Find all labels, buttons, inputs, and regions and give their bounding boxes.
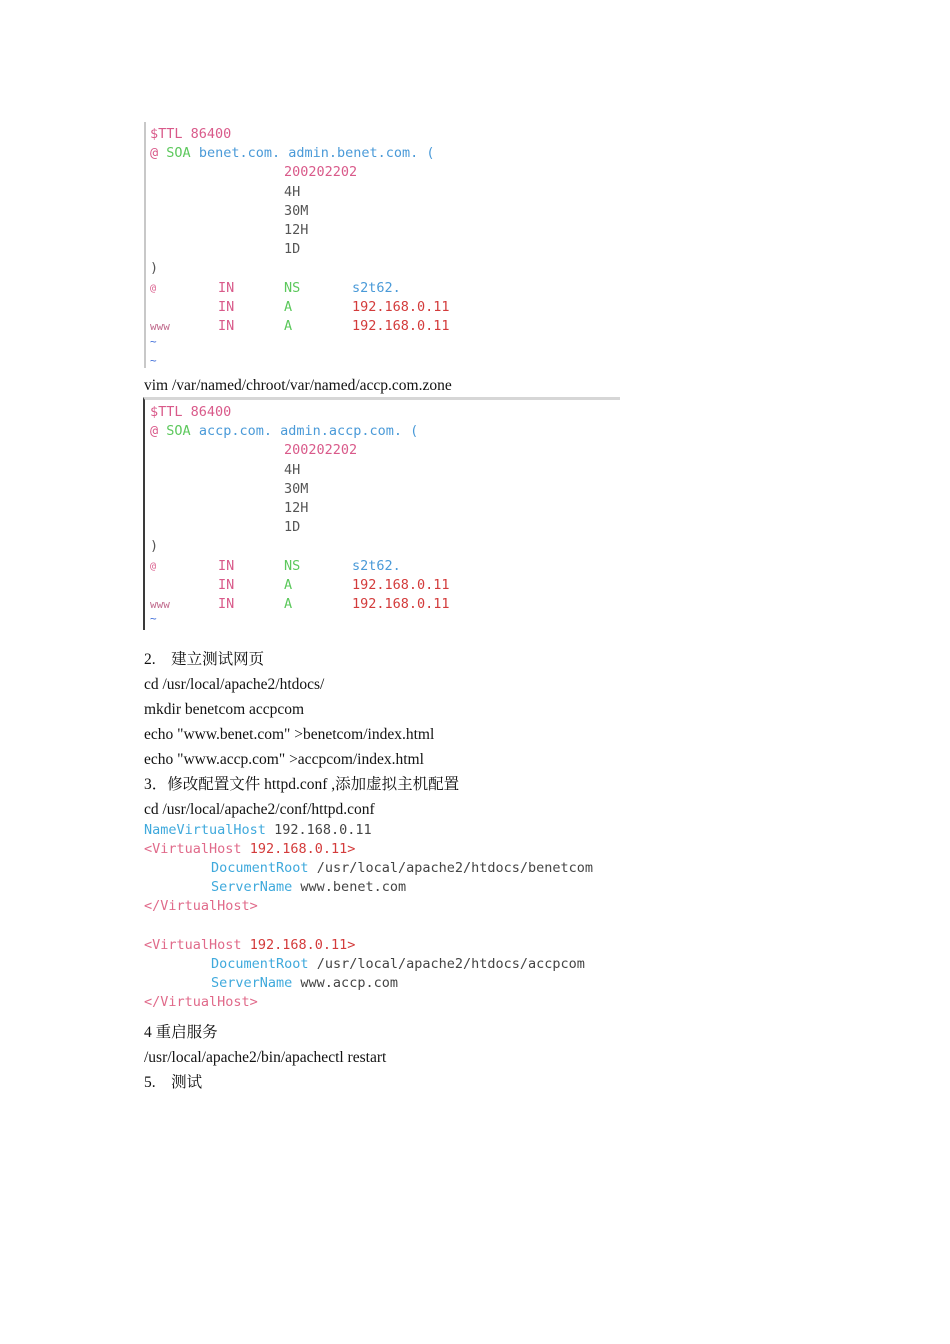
step2-mkdir-command: mkdir benetcom accpcom <box>144 701 305 718</box>
zone-screenshot-benet <box>144 122 466 368</box>
step2-cd-command: cd /usr/local/apache2/htdocs/ <box>144 676 325 693</box>
vim-command-text: vim /var/named/chroot/var/named/accp.com.zone <box>144 377 452 394</box>
zone-minimum: 1D <box>284 519 301 535</box>
vim-empty-line-marker: ~ <box>150 354 157 367</box>
zone-retry: 30M <box>284 203 309 219</box>
vim-empty-line-marker: ~ <box>150 335 157 348</box>
virtualhost-open-benet: <VirtualHost 192.168.0.11> <box>144 841 356 857</box>
record-www-class: IN <box>218 596 235 612</box>
record-ns-name: @ <box>150 283 157 294</box>
zone-serial: 200202202 <box>284 442 358 458</box>
zone-screenshot-accp <box>143 397 620 630</box>
zone-refresh: 4H <box>284 184 301 200</box>
zone-close-paren: ) <box>150 260 159 276</box>
step2-echo-accp-command: echo "www.accp.com" >accpcom/index.html <box>144 751 424 768</box>
vim-empty-line-marker: ~ <box>150 612 157 625</box>
zone-minimum: 1D <box>284 241 301 257</box>
servername-accp: ServerName www.accp.com <box>211 975 398 991</box>
zone-expire: 12H <box>284 222 309 238</box>
record-a-value: 192.168.0.11 <box>352 299 450 315</box>
httpd-conf-screenshot <box>144 820 624 1018</box>
step3-heading: 3．修改配置文件 httpd.conf ,添加虚拟主机配置 <box>144 776 460 793</box>
virtualhost-close-benet: </VirtualHost> <box>144 898 258 914</box>
step2-heading: 2. 建立测试网页 <box>144 651 265 668</box>
record-ns-class: IN <box>218 280 235 296</box>
record-www-type: A <box>284 318 293 334</box>
step5-heading: 5. 测试 <box>144 1074 203 1091</box>
step2-echo-benet-command: echo "www.benet.com" >benetcom/index.html <box>144 726 435 743</box>
zone-soa-line: @ SOA benet.com. admin.benet.com. ( <box>150 145 435 161</box>
record-www-class: IN <box>218 318 235 334</box>
zone-close-paren: ) <box>150 538 159 554</box>
documentroot-benet: DocumentRoot /usr/local/apache2/htdocs/benetcom <box>211 860 594 876</box>
record-ns-type: NS <box>284 280 301 296</box>
servername-benet: ServerName www.benet.com <box>211 879 407 895</box>
zone-soa-line: @ SOA accp.com. admin.accp.com. ( <box>150 423 419 439</box>
step3-cd-command: cd /usr/local/apache2/conf/httpd.conf <box>144 801 375 818</box>
record-www-value: 192.168.0.11 <box>352 596 450 612</box>
zone-retry: 30M <box>284 481 309 497</box>
step4-restart-command: /usr/local/apache2/bin/apachectl restart <box>144 1049 387 1066</box>
documentroot-accp: DocumentRoot /usr/local/apache2/htdocs/accpcom <box>211 956 585 972</box>
zone-ttl-line: $TTL 86400 <box>150 126 232 142</box>
record-www-name: www <box>150 320 170 333</box>
record-a-value: 192.168.0.11 <box>352 577 450 593</box>
record-a-class: IN <box>218 299 235 315</box>
record-ns-name: @ <box>150 561 157 572</box>
zone-refresh: 4H <box>284 462 301 478</box>
zone-serial: 200202202 <box>284 164 358 180</box>
virtualhost-open-accp: <VirtualHost 192.168.0.11> <box>144 937 356 953</box>
namevirtualhost-line: NameVirtualHost 192.168.0.11 <box>144 822 372 838</box>
record-ns-value: s2t62. <box>352 280 401 296</box>
record-ns-class: IN <box>218 558 235 574</box>
record-a-class: IN <box>218 577 235 593</box>
record-a-type: A <box>284 577 293 593</box>
record-www-type: A <box>284 596 293 612</box>
zone-expire: 12H <box>284 500 309 516</box>
virtualhost-close-accp: </VirtualHost> <box>144 994 258 1010</box>
record-a-type: A <box>284 299 293 315</box>
step4-heading: 4 重启服务 <box>144 1024 218 1041</box>
zone-ttl-line: $TTL 86400 <box>150 404 232 420</box>
record-www-name: www <box>150 598 170 611</box>
record-ns-value: s2t62. <box>352 558 401 574</box>
record-ns-type: NS <box>284 558 301 574</box>
record-www-value: 192.168.0.11 <box>352 318 450 334</box>
